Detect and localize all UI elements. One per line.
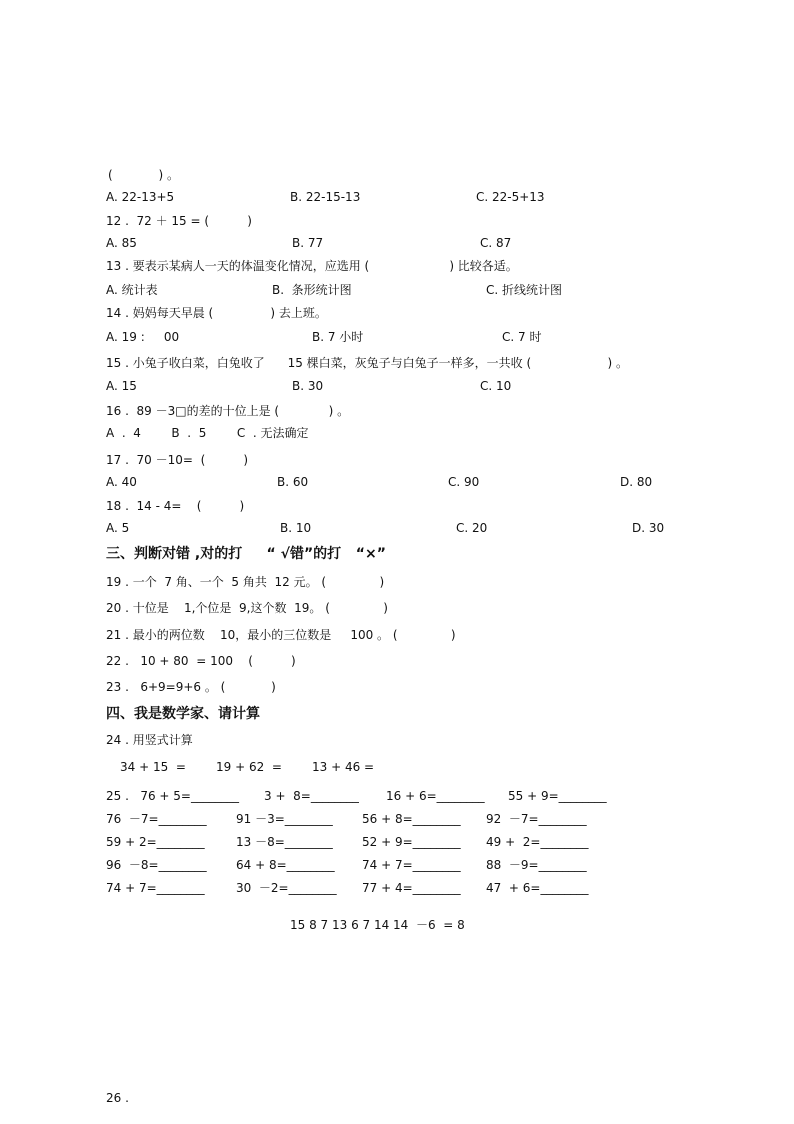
calc-item: 16 + 6=________ bbox=[386, 789, 485, 803]
option-a: A. 15 bbox=[106, 379, 137, 393]
question-21 bbox=[0, 627, 794, 649]
option-b: B. 10 bbox=[280, 521, 312, 535]
sequence-text: 15 8 7 13 6 7 14 14 －6 = 8 bbox=[290, 918, 465, 932]
option-c: C. 90 bbox=[448, 475, 480, 489]
calc-item: 3 + 8=________ bbox=[264, 789, 359, 803]
question-text: 18 . 14 - 4= ( ) bbox=[106, 499, 245, 513]
calc-item: 56 + 8=________ bbox=[362, 812, 461, 826]
option-a: A. 85 bbox=[106, 236, 137, 250]
question-text: 22 . 10 + 80 = 100 ( ) bbox=[106, 654, 296, 668]
option-d: D. 30 bbox=[632, 521, 665, 535]
question-text: 21 . 最小的两位数 10，最小的三位数是 100 。 ( ) bbox=[106, 628, 456, 642]
line-16-options bbox=[0, 425, 794, 447]
calc-item: 30 －2=________ bbox=[236, 881, 337, 895]
option-b: B. 7 小时 bbox=[312, 330, 364, 344]
question-25-row-1 bbox=[0, 788, 794, 810]
question-14 bbox=[0, 305, 794, 327]
calc-item: 74 + 7=________ bbox=[362, 858, 461, 872]
question-22 bbox=[0, 653, 794, 675]
question-20 bbox=[0, 600, 794, 622]
calc-item: 96 －8=________ bbox=[106, 858, 207, 872]
calc-item: 13 －8=________ bbox=[236, 835, 333, 849]
line-12-options bbox=[0, 235, 794, 257]
question-text: 13 . 要表示某病人一天的体温变化情况，应选用 ( ) 比较各适。 bbox=[106, 259, 518, 273]
question-number: 26 . bbox=[106, 1091, 129, 1105]
option-b: B. 77 bbox=[292, 236, 324, 250]
question-15 bbox=[0, 355, 794, 377]
calc-item: 76 －7=________ bbox=[106, 812, 207, 826]
line-14-options bbox=[0, 329, 794, 351]
calc-item: 34 + 15 = bbox=[120, 760, 186, 774]
question-text: 23 . 6+9=9+6 。 ( ) bbox=[106, 680, 276, 694]
calc-item: 59 + 2=________ bbox=[106, 835, 205, 849]
option-row: A . 4 B . 5 C . 无法确定 bbox=[106, 426, 309, 440]
question-text: 12 . 72 ＋ 15 = ( ) bbox=[106, 214, 252, 228]
section-title: 三、判断对错 ,对的打 “ √错”的打 “×” bbox=[106, 546, 386, 562]
calc-item: 49 + 2=________ bbox=[486, 835, 589, 849]
question-25-row-4 bbox=[0, 857, 794, 879]
question-text: 16 . 89 －3□的差的十位上是 ( ) 。 bbox=[106, 404, 350, 418]
calc-item: 13 + 46 = bbox=[312, 760, 375, 774]
option-c: C. 折线统计图 bbox=[486, 283, 563, 297]
question-text: 15 . 小兔子收白菜，白兔收了 15 棵白菜，灰兔子与白兔子一样多，一共收 ( ) 。 bbox=[106, 356, 628, 370]
option-c: C. 20 bbox=[456, 521, 488, 535]
section-4-heading bbox=[0, 706, 794, 728]
calc-item: 91 －3=________ bbox=[236, 812, 333, 826]
question-19 bbox=[0, 574, 794, 596]
option-b: B. 条形统计图 bbox=[272, 283, 352, 297]
question-12 bbox=[0, 213, 794, 235]
option-a: A. 统计表 bbox=[106, 283, 158, 297]
calc-item: 92 －7=________ bbox=[486, 812, 587, 826]
calc-item: 55 + 9=________ bbox=[508, 789, 607, 803]
question-18 bbox=[0, 498, 794, 520]
answer-blank-11: ( ) 。 bbox=[108, 168, 179, 182]
section-3-heading bbox=[0, 546, 794, 568]
question-text: 14 . 妈妈每天早晨 ( ) 去上班。 bbox=[106, 306, 327, 320]
calc-item: 19 + 62 = bbox=[216, 760, 282, 774]
question-25-row-5 bbox=[0, 880, 794, 902]
calc-item: 52 + 9=________ bbox=[362, 835, 461, 849]
option-c: C. 87 bbox=[480, 236, 512, 250]
calc-item: 88 －9=________ bbox=[486, 858, 587, 872]
option-c: C. 7 时 bbox=[502, 330, 542, 344]
question-13 bbox=[0, 258, 794, 280]
question-text: 17 . 70 －10= ( ) bbox=[106, 453, 249, 467]
question-24 bbox=[0, 732, 794, 754]
question-25-row-3 bbox=[0, 834, 794, 856]
calc-item: 25 . 76 + 5=________ bbox=[106, 789, 239, 803]
number-sequence bbox=[0, 917, 794, 939]
option-b: B. 22-15-13 bbox=[290, 190, 361, 204]
line-15-options bbox=[0, 378, 794, 400]
calc-item: 74 + 7=________ bbox=[106, 881, 205, 895]
question-text: 20 . 十位是 1,个位是 9,这个数 19。 ( ) bbox=[106, 601, 388, 615]
option-c: C. 22-5+13 bbox=[476, 190, 545, 204]
option-a: A. 22-13+5 bbox=[106, 190, 175, 204]
question-25-row-2 bbox=[0, 811, 794, 833]
section-title: 四、我是数学家、请计算 bbox=[106, 706, 260, 722]
calc-item: 64 + 8=________ bbox=[236, 858, 335, 872]
line-17-options bbox=[0, 474, 794, 496]
question-16 bbox=[0, 403, 794, 425]
option-a: A. 19 : 00 bbox=[106, 330, 180, 344]
calc-item: 77 + 4=________ bbox=[362, 881, 461, 895]
option-a: A. 5 bbox=[106, 521, 130, 535]
line-13-options bbox=[0, 282, 794, 304]
option-a: A. 40 bbox=[106, 475, 137, 489]
calc-item: 47 + 6=________ bbox=[486, 881, 589, 895]
line-11-options bbox=[0, 189, 794, 211]
line-11-tail bbox=[0, 167, 794, 189]
vertical-calc-row bbox=[0, 759, 794, 781]
option-b: B. 30 bbox=[292, 379, 324, 393]
question-17 bbox=[0, 452, 794, 474]
question-text: 24 . 用竖式计算 bbox=[106, 733, 193, 747]
question-text: 19 . 一个 7 角、一个 5 角共 12 元。 ( ) bbox=[106, 575, 385, 589]
question-23 bbox=[0, 679, 794, 701]
question-26 bbox=[0, 1090, 794, 1112]
option-b: B. 60 bbox=[277, 475, 309, 489]
option-c: C. 10 bbox=[480, 379, 512, 393]
option-d: D. 80 bbox=[620, 475, 653, 489]
line-18-options bbox=[0, 520, 794, 542]
